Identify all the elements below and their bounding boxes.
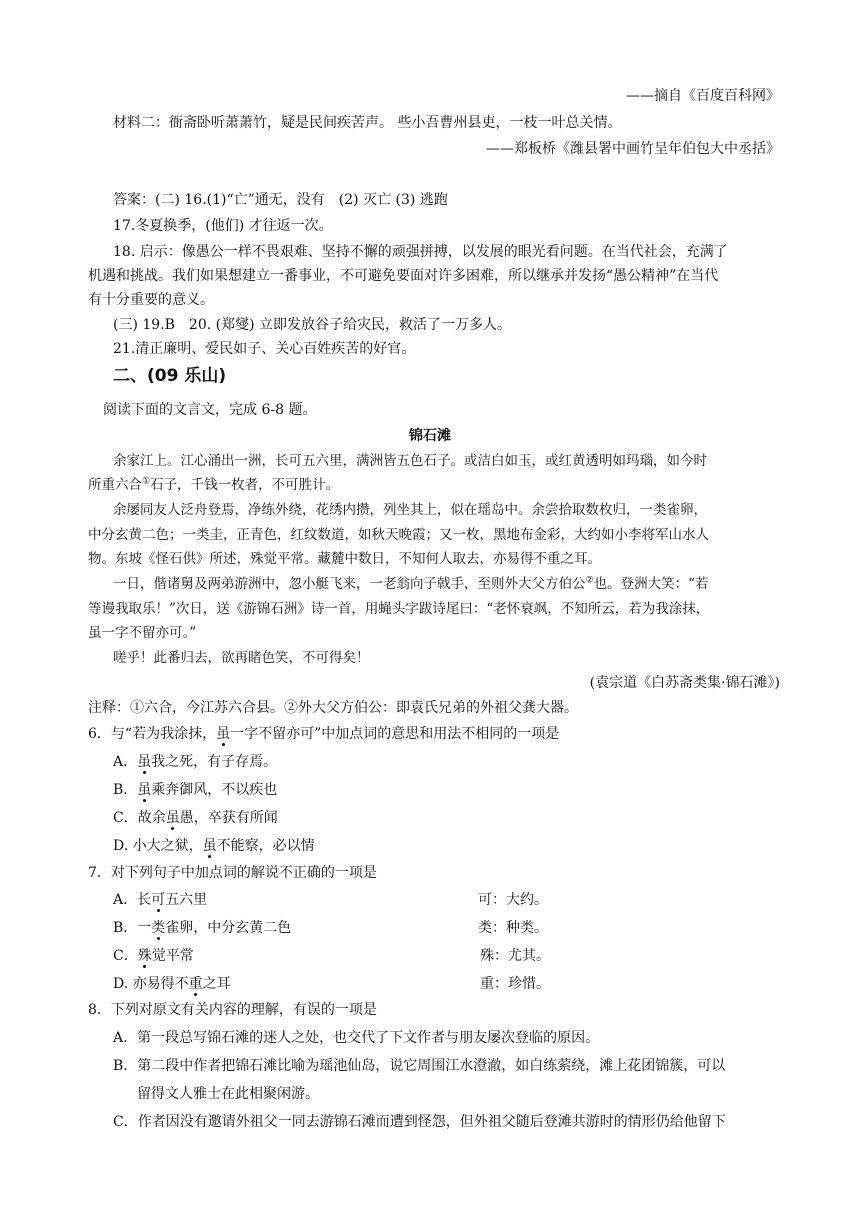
passage-p3-line1: 一日，偕诸舅及两弟游洲中，忽小艇飞来，一老翁向子戟手，至则外大父方伯公②也。登洲大笑：“若: [113, 575, 709, 592]
section-heading: 二、(09 乐山): [113, 366, 227, 386]
passage-p4: 嗟乎！此番归去，欲再睹色笑，不可得矣！: [113, 650, 370, 666]
passage-source: (袁宗道《白苏斋类集·锦石滩》): [589, 675, 780, 691]
passage-p2-line3: 物。东坡《怪石供》所述，殊觉平常。藏麓中数日，不知何人取去，亦易得不重之耳。: [88, 551, 601, 567]
answer-18-line1: 18. 启示：像愚公一样不畏艰难、坚持不懈的顽强拼搏，以发展的眼光看问题。在当代社会，充满了: [113, 244, 728, 260]
annotation: 注释：①六合，今江苏六合县。②外大父方伯公：即袁氏兄弟的外祖父龚大器。: [88, 700, 578, 716]
question-8-option-b-line2: 留得文人雅士在此相聚闲游。: [137, 1086, 319, 1102]
question-8-option-c-line1: C．作者因没有邀请外祖父一同去游锦石滩而遭到怪怨，但外祖父随后登滩共游时的情形仍给他留下: [113, 1114, 726, 1130]
instruction: 阅读下面的文言文，完成 6-8 题。: [103, 402, 317, 418]
answer-16: 答案：(二) 16.(1)“亡”通无，没有 (2) 灭亡 (3) 逃跑: [113, 192, 448, 208]
passage-p1-line1: 余家江上。江心涌出一洲，长可五六里，满洲皆五色石子。或洁白如玉，或红黄透明如玛瑙，如今时: [113, 453, 707, 469]
question-6-option-c: C．故余虽愚，卒获有所闻: [113, 810, 278, 826]
answer-17: 17.冬夏换季，(他们) 才往返一次。: [113, 218, 333, 234]
question-6-option-a: A．虽我之死，有子存焉。: [113, 754, 278, 770]
passage-p3-line3: 虽一字不留亦可。”: [88, 625, 197, 641]
source-citation-1: ——摘自《百度百科网》: [626, 88, 780, 104]
source-citation-2: ——郑板桥《潍县署中画竹呈年伯包大中丞括》: [486, 141, 780, 157]
question-7-option-a-explanation: 可：大约。: [478, 892, 548, 908]
question-7-option-c-explanation: 殊：尤其。: [480, 948, 550, 964]
passage-p1-line2: 所重六合①石子，千钱一枚者，不可胜计。: [88, 476, 340, 493]
question-7-option-b: B．一类雀卵，中分玄黄二色: [113, 920, 292, 936]
question-7-option-d: D. 亦易得不重之耳: [113, 976, 231, 992]
question-8-option-a: A．第一段总写锦石滩的迷人之处，也交代了下文作者与朋友屡次登临的原因。: [113, 1030, 600, 1046]
material-two: 材料二：衙斋卧听萧萧竹，疑是民间疾苦声。 些小吾曹州县吏，一枝一叶总关情。: [113, 115, 622, 131]
passage-p3-line2: 等谩我取乐！”次日，送《游锦石洲》诗一首，用蝇头字跋诗尾曰：“老怀衰飒，不知所云，若为我涂抹，: [88, 601, 710, 617]
question-8-option-b-line1: B．第二段中作者把锦石滩比喻为瑶池仙岛，说它周围江水澄澈，如白练萦绕，滩上花团锦簇，可以: [113, 1058, 726, 1074]
footnote-marker-2: ②: [585, 575, 594, 586]
question-6-stem: 6．与“若为我涂抹，虽一字不留亦可”中加点词的意思和用法不相同的一项是: [88, 726, 560, 742]
question-7-stem: 7．对下列句子中加点词的解说不正确的一项是: [88, 865, 377, 881]
question-6-option-b: B．虽乘奔御风，不以疾也: [113, 782, 278, 798]
answer-19-20: (三) 19.B 20. (郑燮) 立即发放谷子给灾民，救活了一万多人。: [113, 317, 512, 333]
question-7-option-d-explanation: 重：珍惜。: [480, 976, 550, 992]
question-7-option-a: A．长可五六里: [113, 892, 208, 908]
question-7-option-b-explanation: 类：种类。: [478, 920, 548, 936]
answer-18-line3: 有十分重要的意义。: [88, 292, 214, 308]
answer-21: 21.清正廉明、爱民如子、关心百姓疾苦的好官。: [113, 341, 416, 357]
footnote-marker-1: ①: [142, 476, 151, 487]
question-6-option-d: D. 小大之狱，虽不能察，必以情: [113, 838, 315, 854]
passage-p2-line1: 余屡同友人泛舟登焉，净练外绕，花绣内攒，列坐其上，似在瑶岛中。余尝拾取数枚归，一类雀卵，: [113, 502, 707, 518]
question-8-stem: 8．下列对原文有关内容的理解，有误的一项是: [88, 1002, 377, 1018]
answer-18-line2: 机遇和挑战。我们如果想建立一番事业，不可避免要面对许多困难，所以继承并发扬“愚公精神”在当代: [88, 268, 719, 284]
question-7-option-c: C．殊觉平常: [113, 948, 194, 964]
passage-p2-line2: 中分玄黄二色；一类圭，正青色，红纹数道，如秋天晚霞；又一枚，黑地布金彩，大约如小李将军山水人: [88, 527, 709, 543]
passage-title: 锦石滩: [409, 428, 451, 444]
